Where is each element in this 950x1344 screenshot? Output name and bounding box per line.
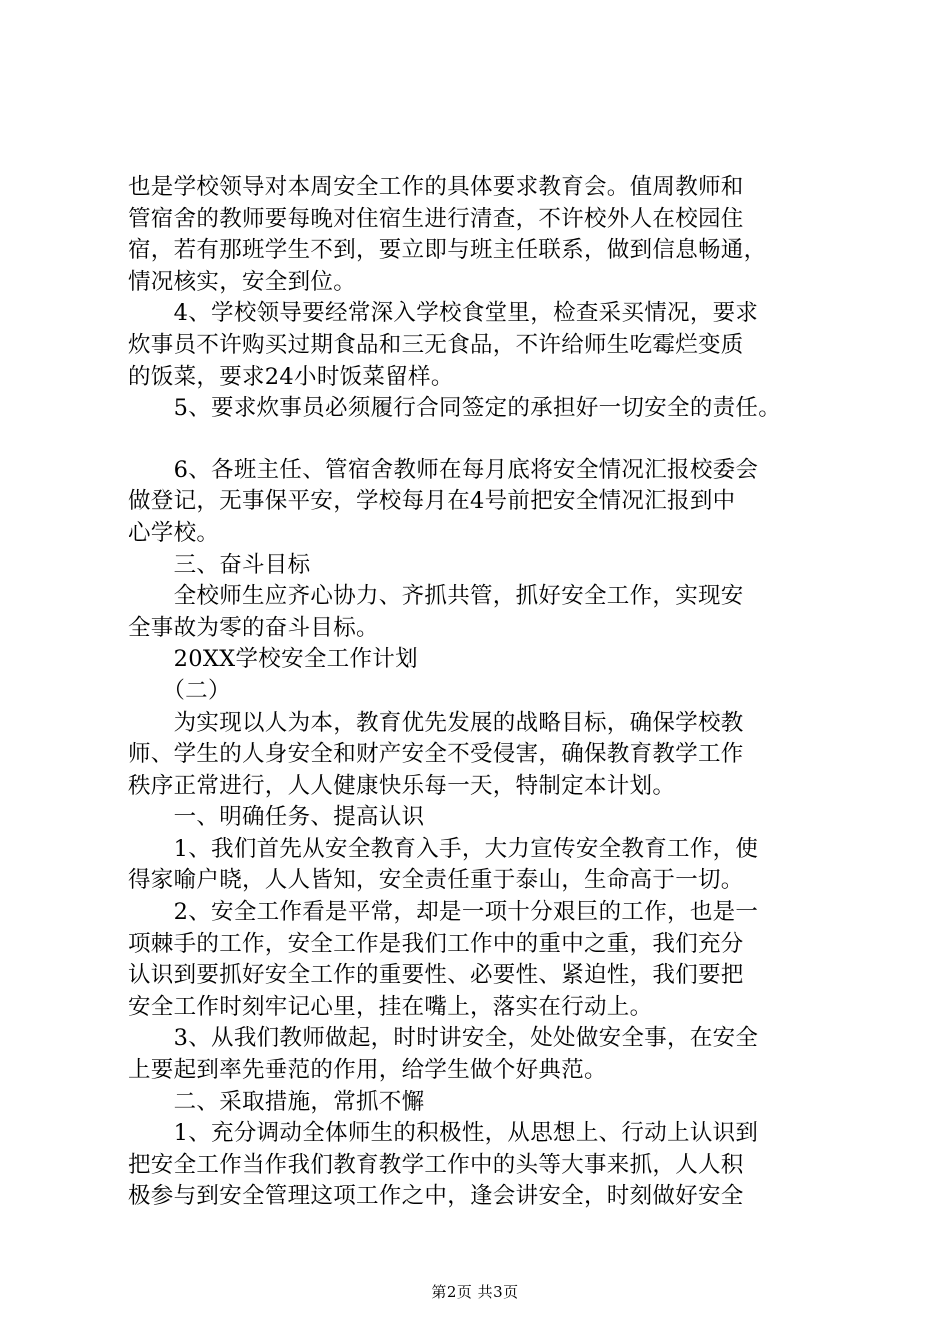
text-line: 一、明确任务、提高认识: [128, 804, 425, 831]
text-line: 6、各班主任、管宿舍教师在每月底将安全情况汇报校委会: [128, 456, 759, 483]
text-line: 3、从我们教师做起，时时讲安全，处处做安全事，在安全: [128, 1025, 759, 1052]
text-line: 的饭菜，要求24小时饭菜留样。: [128, 363, 454, 390]
text-line: 安全工作时刻牢记心里，挂在嘴上，落实在行动上。: [128, 993, 653, 1020]
text-line: 二、采取措施，常抓不懈: [128, 1088, 425, 1115]
text-line: 全事故为零的奋斗目标。: [128, 614, 379, 641]
text-line: 为实现以人为本，教育优先发展的战略目标，确保学校教: [128, 709, 744, 736]
text-line: 5、要求炊事员必须履行合同签定的承担好一切安全的责任。: [128, 395, 782, 422]
text-line: 情况核实，安全到位。: [128, 268, 357, 295]
text-line: 把安全工作当作我们教育教学工作中的头等大事来抓，人人积: [128, 1151, 744, 1178]
page-footer: 第2页 共3页: [431, 1283, 519, 1301]
text-line: 三、奋斗目标: [128, 551, 311, 578]
text-line: 做登记，无事保平安，学校每月在4号前把安全情况汇报到中: [128, 488, 736, 515]
text-line: 得家喻户晓，人人皆知，安全责任重于泰山，生命高于一切。: [128, 867, 744, 894]
text-line: 管宿舍的教师要每晚对住宿生进行清查，不许校外人在校园住: [128, 205, 744, 232]
text-line: 项棘手的工作，安全工作是我们工作中的重中之重，我们充分: [128, 930, 744, 957]
text-line: 心学校。: [128, 519, 220, 546]
text-line: 1、充分调动全体师生的积极性，从思想上、行动上认识到: [128, 1120, 759, 1147]
text-line: 2、安全工作看是平常，却是一项十分艰巨的工作，也是一: [128, 899, 759, 926]
text-line: 师、学生的人身安全和财产安全不受侵害，确保教育教学工作: [128, 741, 744, 768]
text-line: 宿，若有那班学生不到，要立即与班主任联系，做到信息畅通，: [128, 237, 767, 264]
text-line: 极参与到安全管理这项工作之中，逢会讲安全，时刻做好安全: [128, 1183, 744, 1210]
text-line: 全校师生应齐心协力、齐抓共管，抓好安全工作，实现安: [128, 583, 744, 610]
text-line: 4、学校领导要经常深入学校食堂里，检查采买情况，要求: [128, 300, 759, 327]
text-line: 也是学校领导对本周安全工作的具体要求教育会。值周教师和: [128, 174, 744, 200]
text-line: （二）: [128, 677, 231, 704]
document-body: [128, 172, 840, 1213]
text-line: 炊事员不许购买过期食品和三无食品，不许给师生吃霉烂变质: [128, 331, 744, 358]
text-line: 上要起到率先垂范的作用，给学生做个好典范。: [128, 1057, 607, 1084]
blank-line: [128, 425, 840, 455]
text-line: 20XX学校安全工作计划: [128, 646, 418, 673]
text-line: 认识到要抓好安全工作的重要性、必要性、紧迫性，我们要把: [128, 962, 744, 989]
text-line: 秩序正常进行，人人健康快乐每一天，特制定本计划。: [128, 772, 676, 799]
text-line: 1、我们首先从安全教育入手，大力宣传安全教育工作，使: [128, 835, 759, 862]
